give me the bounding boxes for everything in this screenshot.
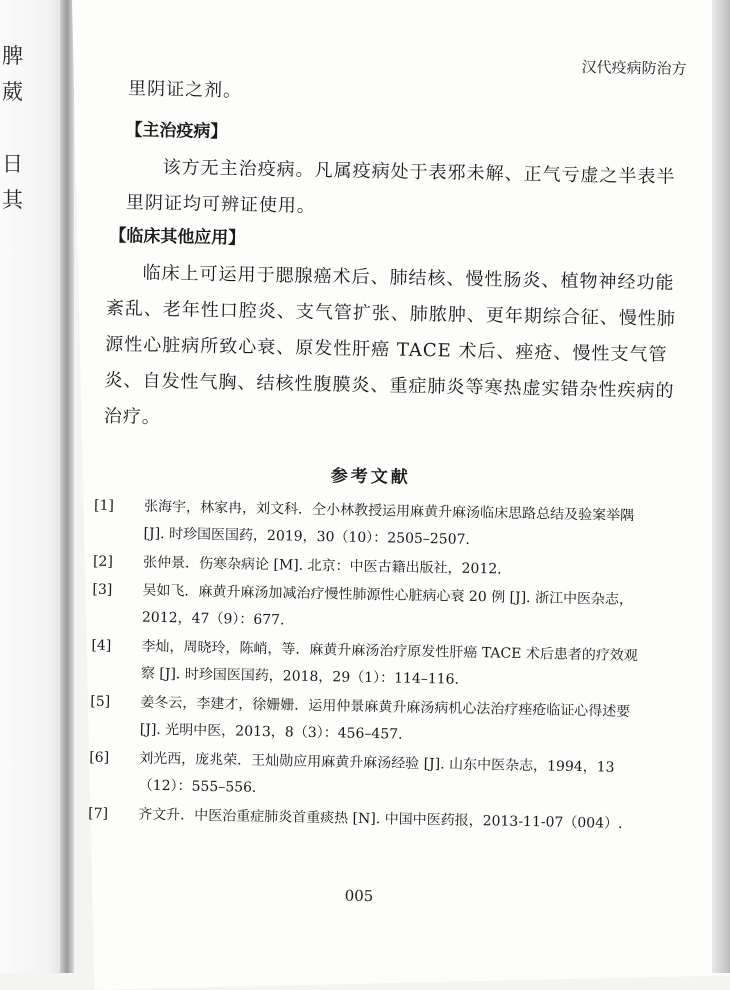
reference-number: [4] <box>91 637 112 655</box>
reference-item <box>92 577 633 641</box>
reference-item <box>90 689 631 753</box>
reference-item <box>91 633 638 697</box>
left-page-fragment: 葳 <box>2 80 23 104</box>
reference-text: 姜冬云，李建才，徐姗姗．运用仲景麻黄升麻汤病机心法治疗痤疮临证心得述要 [J]. 光明中医，2013，8（3）：456–457. <box>139 694 631 743</box>
reference-number: [7] <box>88 805 109 823</box>
section-label-main-disease: 【主治疫病】 <box>125 120 228 143</box>
left-page-fragment: 脾 <box>2 44 23 68</box>
reference-text: 刘光西，庞兆荣．王灿勋应用麻黄升麻汤经验 [J]. 山东中医杂志，1994，13（12）：555–556. <box>138 750 615 796</box>
section-label-other-applications: 【临床其他应用】 <box>109 225 246 249</box>
reference-text: 齐文升．中医治重症肺炎首重痰热 [N]. 中国中医药报，2013-11-07（004）. <box>138 806 623 832</box>
reference-text: 张海宇，林家冉，刘文科．仝小林教授运用麻黄升麻汤临床思路总结及验案举隅 [J]. 时珍国医国药，2019，30（10）：2505–2507. <box>143 498 635 548</box>
reference-number: [6] <box>89 749 110 767</box>
running-header: 汉代疫病防治方 <box>581 57 687 78</box>
book-page <box>72 0 730 990</box>
reference-text: 李灿，周晓玲，陈峭，等．麻黄升麻汤治疗原发性肝癌 TACE 术后患者的疗效观察 [J]. 时珍国医国药，2018，29（1）：114–116. <box>140 638 638 688</box>
reference-number: [1] <box>93 497 115 515</box>
left-page-fragment: 其 <box>2 188 23 212</box>
references-title: 参考文献 <box>330 466 411 488</box>
reference-item <box>88 745 629 809</box>
continued-line: 里阴证之剂。 <box>127 78 243 102</box>
reference-number: [2] <box>92 553 114 571</box>
main-disease-paragraph: 该方无主治疫病。凡属疫病处于表邪未解、正气亏虚之半表半里阴证均可辨证使用。 <box>125 156 676 217</box>
reference-text: 张仲景．伤寒杂病论 [M]. 北京：中医古籍出版社，2012. <box>142 554 502 578</box>
left-page-fragment: 日 <box>2 152 23 176</box>
reference-number: [3] <box>92 581 113 599</box>
reference-item <box>93 493 634 557</box>
page-stack-edge <box>712 0 730 973</box>
page-number: 005 <box>344 886 374 906</box>
reference-text: 吴如飞．麻黄升麻汤加减治疗慢性肺源性心脏病心衰 20 例 [J]. 浙江中医杂志，2012，47（9）：677. <box>141 582 634 629</box>
book-gutter <box>60 0 74 973</box>
reference-number: [5] <box>90 693 111 711</box>
other-applications-paragraph: 临床上可运用于腮腺癌术后、肺结核、慢性肠炎、植物神经功能紊乱、老年性口腔炎、支气管扩张、肺脓肿、更年期综合征、慢性肺源性心脏病所致心衰、原发性肝癌 TACE 术后、痤疮、慢性支气管炎、自发性气胸、结核性腹膜炎、重症肺炎等寒热虚实错杂性疾病的治疗。 <box>103 262 677 428</box>
